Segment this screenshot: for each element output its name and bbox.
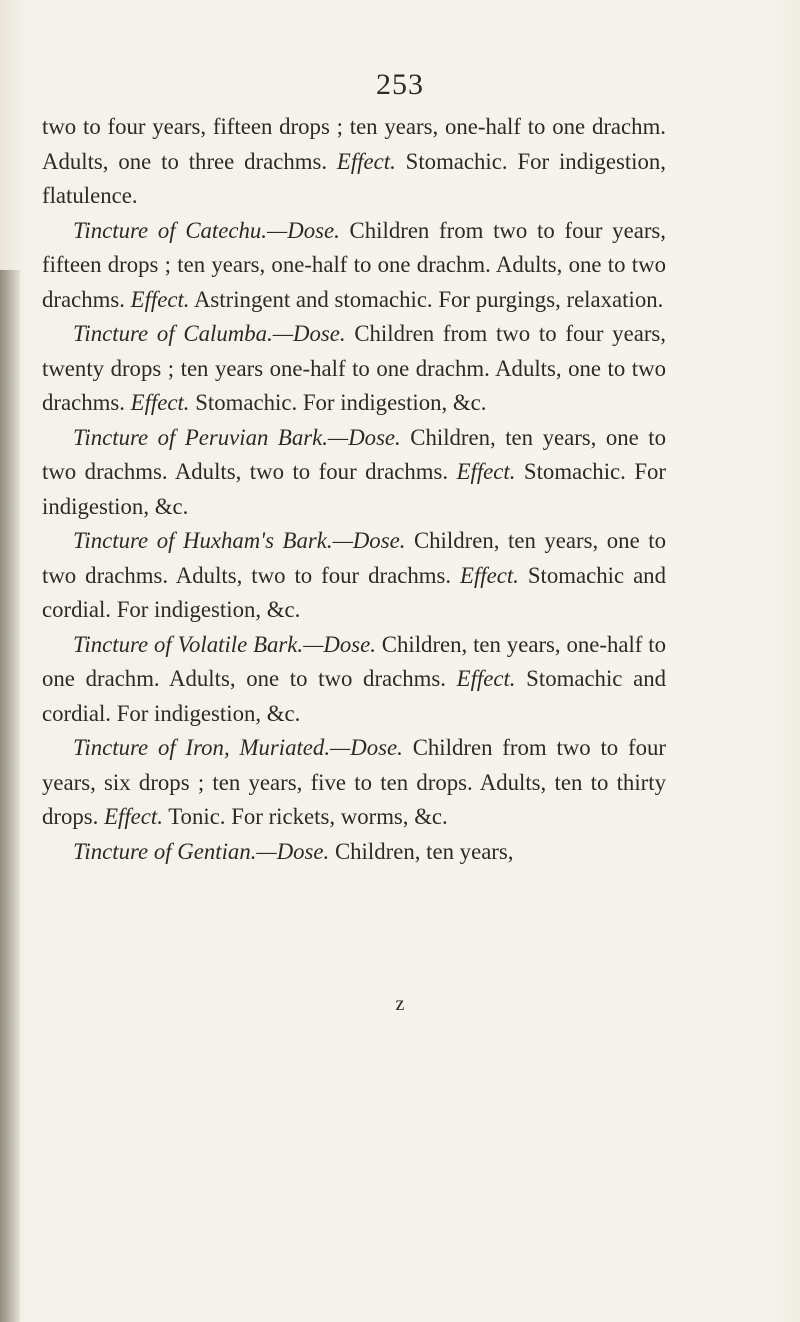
body-text-run: Stomachic and cordial. For indigestion, &c. <box>42 562 666 622</box>
body-text-run: Tonic. For rickets, worms, &c. <box>162 804 448 829</box>
paragraph <box>42 628 666 732</box>
body-text-run: Children from two to four years, fifteen drops ; ten years, one-half to one drachm. Adults, one to two drachms. <box>42 217 666 312</box>
italic-heading-text: Effect. <box>456 666 516 691</box>
italic-heading-text: Tincture of Volatile Bark.—Dose. <box>73 631 376 657</box>
paragraph <box>42 731 666 835</box>
paragraph <box>42 214 666 318</box>
italic-heading-text: Tincture of Iron, Muriated.—Dose. <box>73 735 403 760</box>
italic-heading-text: Effect. <box>130 286 190 312</box>
paragraph <box>42 835 666 870</box>
italic-heading-text: Effect. <box>456 459 516 484</box>
italic-heading-text: Tincture of Huxham's Bark.—Dose. <box>73 528 406 553</box>
binding-shadow <box>0 270 20 1322</box>
italic-heading-text: Tincture of Peruvian Bark.—Dose. <box>73 424 401 450</box>
paragraph <box>42 317 666 421</box>
body-text-run: Children, ten years, one to two drachms. Adults, two to four drachms. <box>42 424 666 484</box>
italic-heading-text: Tincture of Catechu.—Dose. <box>73 217 340 243</box>
body-text-run: Children from two to four years, twenty drops ; ten years one-half to one drachm. Adults, one to two drachms. <box>42 321 666 415</box>
body-text-run: Astringent and stomachic. For purgings, relaxation. <box>189 286 664 312</box>
body-text-run: Stomachic and cordial. For indigestion, &c. <box>42 666 666 726</box>
body-text-run: Children, ten years, one to two drachms. Adults, two to four drachms. <box>42 528 666 588</box>
italic-heading-text: Effect. <box>460 562 519 588</box>
italic-heading-text: Tincture of Calumba.—Dose. <box>73 321 346 346</box>
paragraph <box>42 421 666 525</box>
paragraph <box>42 110 666 214</box>
body-text-run: Children, ten years, one-half to one drachm. Adults, one to two drachms. <box>42 631 666 691</box>
body-text-run: Stomachic. For indigestion, flatulence. <box>42 148 666 208</box>
body-text <box>42 110 666 869</box>
body-text-run: Stomachic. For indigestion, &c. <box>42 459 666 519</box>
italic-heading-text: Effect. <box>104 804 163 829</box>
body-text-run: Children from two to four years, six drops ; ten years, five to ten drops. Adults, ten to thirty drops. <box>42 735 667 829</box>
body-text-run: two to four years, fifteen drops ; ten years, one-half to one drachm. Adults, one to three drachms. <box>42 114 666 174</box>
italic-heading-text: Tincture of Gentian.—Dose. <box>73 838 330 864</box>
signature-mark: z <box>395 993 405 1015</box>
italic-heading-text: Effect. <box>336 148 396 174</box>
paragraph <box>42 524 666 628</box>
body-text-run: Stomachic. For indigestion, &c. <box>189 390 487 415</box>
body-text-run: Children, ten years, <box>329 838 514 864</box>
italic-heading-text: Effect. <box>130 390 190 415</box>
page-number: 253 <box>376 68 424 101</box>
